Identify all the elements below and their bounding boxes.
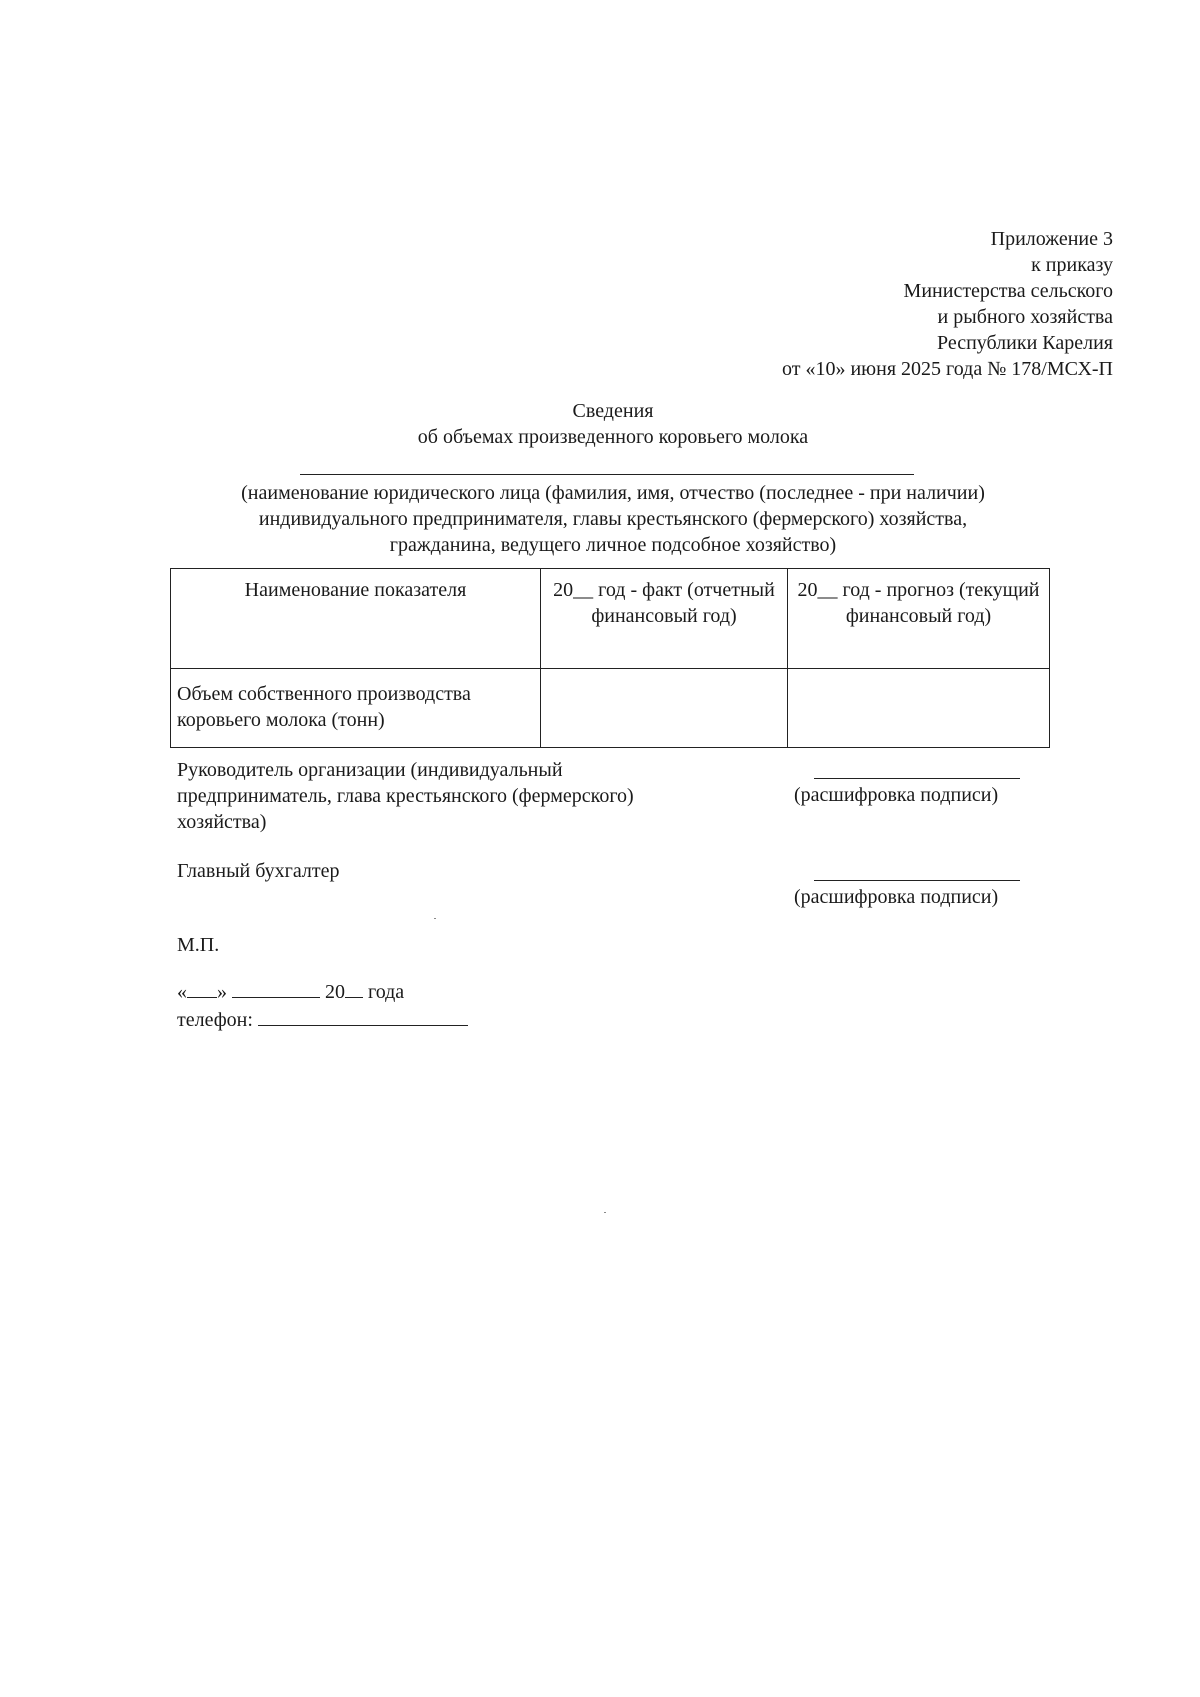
header-forecast-year: 20__ год - прогноз (текущий финансовый год) <box>788 569 1050 669</box>
appendix-line: к приказу <box>1031 254 1113 276</box>
scan-speck <box>434 918 436 919</box>
head-signature-line[interactable] <box>814 778 1020 779</box>
signatory-line: хозяйства) <box>177 811 267 833</box>
date-year-prefix: 20 <box>325 981 345 1003</box>
appendix-block <box>513 226 1113 382</box>
header-fact-year: 20__ год - факт (отчетный финансовый год) <box>541 569 788 669</box>
date-open-quote: « <box>177 981 187 1003</box>
table-header-row <box>171 569 1050 669</box>
accountant-signature-line[interactable] <box>814 880 1020 881</box>
header-indicator-name: Наименование показателя <box>171 569 541 669</box>
fact-value-cell[interactable] <box>541 669 788 748</box>
stamp-place: М.П. <box>177 934 220 956</box>
appendix-line: и рыбного хозяйства <box>937 306 1113 328</box>
appendix-line: Республики Карелия <box>936 332 1113 354</box>
scan-speck <box>604 1212 606 1213</box>
caption-line: индивидуального предпринимателя, главы крестьянского (фермерского) хозяйства, <box>258 508 968 530</box>
month-blank[interactable] <box>232 977 320 998</box>
year-blank[interactable] <box>345 977 363 998</box>
date-field <box>177 977 404 1005</box>
title-line-1: Сведения <box>572 400 654 422</box>
day-blank[interactable] <box>187 977 217 998</box>
date-close-quote: » <box>217 981 227 1003</box>
signatory-line: Руководитель организации (индивидуальный <box>177 759 563 781</box>
phone-field <box>177 1005 468 1033</box>
appendix-line: от «10» июня 2025 года № 178/МСХ-П <box>782 358 1113 380</box>
date-suffix: года <box>368 981 405 1003</box>
organization-name-field-line[interactable] <box>300 474 914 475</box>
accountant-label: Главный бухгалтер <box>177 860 340 882</box>
indicator-cell: Объем собственного производства коровьего молока (тонн) <box>171 669 541 748</box>
organization-name-caption <box>100 480 1126 558</box>
signatory-line: предприниматель, глава крестьянского (фермерского) <box>177 785 634 807</box>
document-title <box>0 398 1200 450</box>
title-line-2: об объемах произведенного коровьего молока <box>417 426 809 448</box>
table-row <box>171 669 1050 748</box>
accountant-signature-caption: (расшифровка подписи) <box>794 886 999 908</box>
caption-line: гражданина, ведущего личное подсобное хозяйство) <box>389 534 837 556</box>
caption-line: (наименование юридического лица (фамилия, имя, отчество (последнее - при наличии) <box>241 482 985 504</box>
indicators-table <box>170 568 1050 748</box>
forecast-value-cell[interactable] <box>788 669 1050 748</box>
appendix-line: Приложение 3 <box>990 228 1113 250</box>
phone-blank[interactable] <box>258 1005 468 1026</box>
appendix-line: Министерства сельского <box>903 280 1113 302</box>
head-signatory-label <box>177 757 737 835</box>
phone-label: телефон: <box>177 1009 253 1031</box>
head-signature-caption: (расшифровка подписи) <box>794 784 999 806</box>
